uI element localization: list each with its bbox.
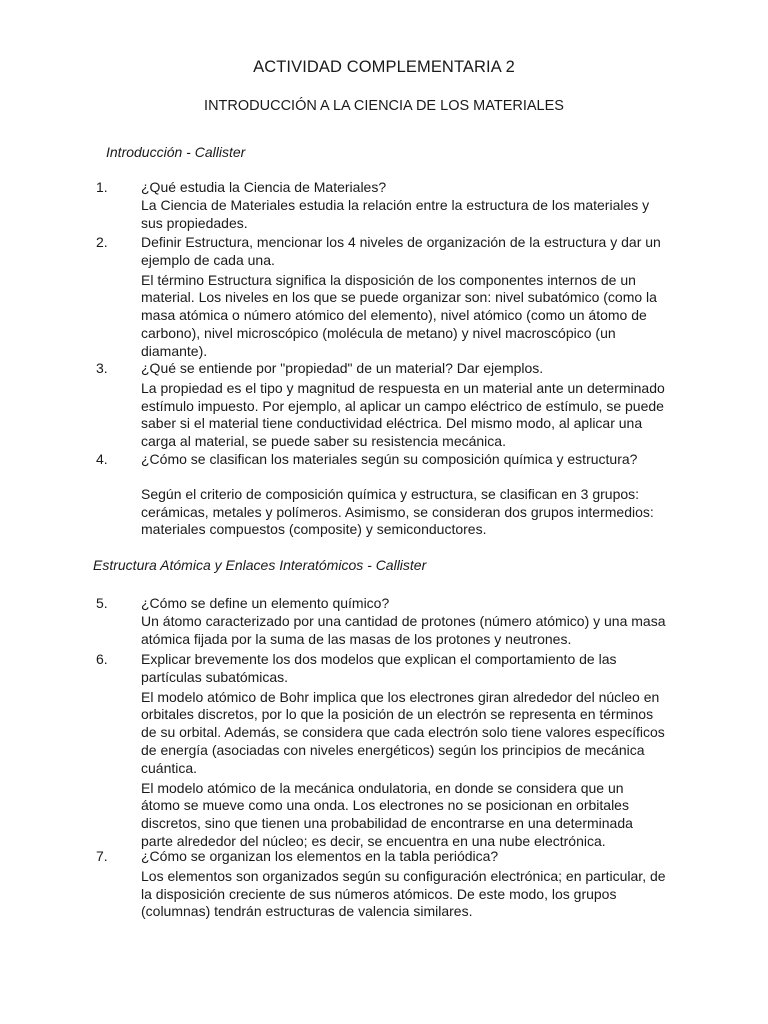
- answer-text: El modelo atómico de la mecánica ondulatoria, en donde se considera que un átomo se mueve como una onda. Los electrones no se posicionan en orbitales discretos, sino que tienen una probabilidad de encontrarse en una determinada parte alrededor del núcleo; es decir, se encuentra en una nube electrónica.: [141, 779, 633, 849]
- answer-text: Un átomo caracterizado por una cantidad de protones (número atómico) y una masa atómica fijada por la suma de las masas de los protones y neutrones.: [141, 612, 666, 647]
- question-text: ¿Cómo se organizan los elementos en la tabla periódica?: [141, 848, 499, 864]
- question-body: [141, 651, 666, 851]
- question-number: 6.: [96, 651, 108, 667]
- answer-text: La propiedad es el tipo y magnitud de respuesta en un material ante un determinado estímulo impuesto. Por ejemplo, al aplicar un campo eléctrico de estímulo, se puede saber si el material tiene conductividad eléctrica. Del mismo modo, al aplicar una carga al material, se puede saber su resistencia mecánica.: [141, 379, 665, 450]
- question-text: Definir Estructura, mencionar los 4 niveles de organización de la estructura y dar un ejemplo de cada una.: [141, 234, 661, 268]
- question-text: ¿Qué estudia la Ciencia de Materiales?: [141, 179, 387, 195]
- question-body: [141, 234, 666, 361]
- section-heading-estructura-atomica: Estructura Atómica y Enlaces Interatómicos - Callister: [93, 557, 427, 573]
- question-number: 5.: [96, 595, 108, 611]
- question-text: ¿Cómo se clasifican los materiales según su composición química y estructura?: [141, 451, 638, 467]
- question-body: [141, 848, 666, 921]
- question-number: 4.: [96, 451, 108, 467]
- section-heading-introduccion: Introducción - Callister: [106, 144, 246, 160]
- answer-text: El término Estructura significa la disposición de los componentes internos de un material. Los niveles en los que se puede organizar son: nivel subatómico (como la masa atómica o número atómico del elemento), nivel atómico (como un átomo de carbono), nivel microscópico (molécula de metano) y nivel macroscópico (un diamante).: [141, 271, 657, 359]
- question-text: Explicar brevemente los dos modelos que explican el comportamiento de las partículas subatómicas.: [141, 651, 617, 685]
- question-body: [141, 179, 666, 232]
- answer-text: Según el criterio de composición química y estructura, se clasifican en 3 grupos: cerámicas, metales y polímeros. Asimismo, se consideran dos grupos intermedios: materiales compuestos (composite) y semiconductores.: [141, 485, 654, 538]
- question-text: ¿Qué se entiende por "propiedad" de un material? Dar ejemplos.: [141, 360, 544, 376]
- question-body: [141, 451, 666, 539]
- question-body: [141, 360, 666, 451]
- document-subtitle: INTRODUCCIÓN A LA CIENCIA DE LOS MATERIALES: [204, 98, 564, 114]
- question-number: 1.: [96, 179, 108, 195]
- answer-text: El modelo atómico de Bohr implica que los electrones giran alrededor del núcleo en orbitales discretos, por lo que la posición de un electrón se representa en términos de su orbital. Además, se considera que cada electrón solo tiene valores específicos de energía (asociadas con niveles energéticos) según los principios de mecánica cuántica.: [141, 688, 665, 776]
- question-text: ¿Cómo se define un elemento químico?: [141, 595, 390, 611]
- answer-text: La Ciencia de Materiales estudia la relación entre la estructura de los materiales y sus propiedades.: [141, 196, 650, 231]
- question-number: 2.: [96, 234, 108, 250]
- answer-text: Los elementos son organizados según su configuración electrónica; en particular, de la disposición creciente de sus números atómicos. De este modo, los grupos (columnas) tendrán estructuras de valencia similares.: [141, 867, 666, 920]
- question-number: 7.: [96, 848, 108, 864]
- question-body: [141, 595, 666, 648]
- question-number: 3.: [96, 360, 108, 376]
- document-title: ACTIVIDAD COMPLEMENTARIA 2: [253, 58, 515, 76]
